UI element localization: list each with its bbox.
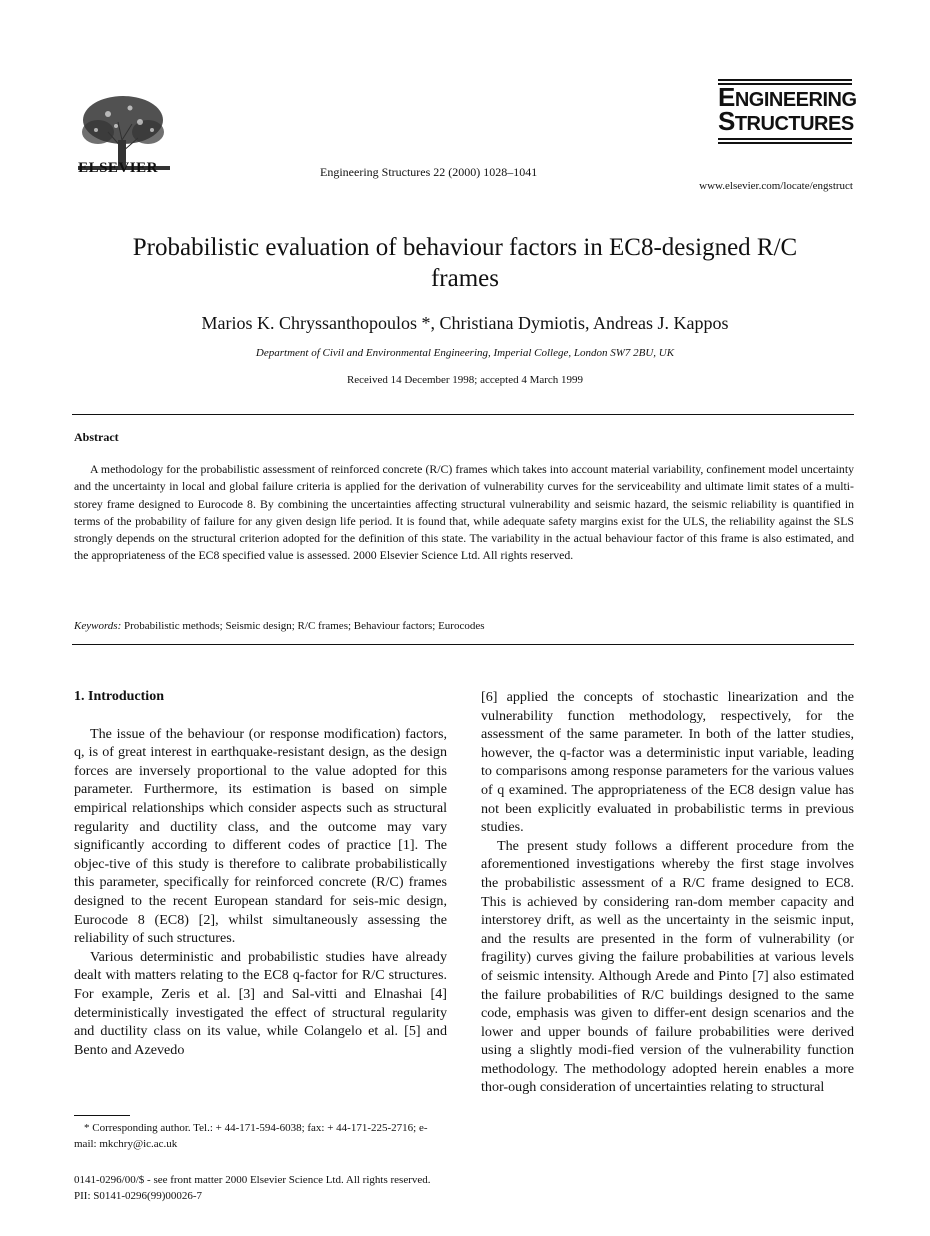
abstract-body: A methodology for the probabilistic assessment of reinforced concrete (R/C) frames which takes into account material variability, confinement model uncertainty and the uncertainty in local and global failure criteria is applied for the derivation of vulnerability curves for the serviceability and ultimate limit states of a multi-storey frame designed to Eurocode 8. By combining the uncertainties affecting structural vulnerability and seismic hazard, the seismic reliability is quantified in terms of the probability of failure for any given design life period. It is found that, while adequate safety margins exist for the ULS, the reliability against the SLS strongly depends on the structural criterion adopted for the definition of this state. The variability in the actual behaviour factor of this frame is also estimated, and the appropriateness of the EC8 specified value is assessed. 2000 Elsevier Science Ltd. All rights reserved.: [74, 462, 854, 563]
paragraph: The present study follows a different procedure from the aforementioned investigations whereby the first stage involves the probabilistic assessment of a R/C frame designed to EC8. This is achieved by considering ran-dom member capacity and interstorey drift, as well as the uncertainty in the seismic input, and the results are presented in the form of vulnerability (or fragility) curves giving the failure probabilities at various levels of seismic intensity. Although Arede and Pinto [7] also estimated the failure probabilities of R/C buildings designed to the same code, emphasis was given to differ-ent design scenarios and the lower and upper bounds of failure probabilities were derived using a slightly modi-fied version of the vulnerability function methodology. The methodology adopted herein enables a more thor-ough consideration of uncertainties relating to structural: [481, 837, 854, 1096]
journal-logo-line2: STRUCTURES: [718, 106, 854, 136]
received-date: Received 14 December 1998; accepted 4 March 1999: [346, 374, 584, 386]
copyright-info: 0141-0296/00/$ - see front matter 2000 Elsevier Science Ltd. All rights reserved. PII: S0141-0296(99)00026-7: [74, 1174, 431, 1202]
section-heading: 1. Introduction: [74, 689, 164, 704]
publisher-name: ELSEVIER: [78, 160, 158, 176]
footnote: * Corresponding author. Tel.: + 44-171-594-6038; fax: + 44-171-225-2716; e-mail: mkchry@ic.ac.uk: [74, 1122, 428, 1150]
abstract-divider: [72, 644, 854, 645]
paragraph: Various deterministic and probabilistic studies have already dealt with matters relating to the EC8 q-factor for R/C structures. For example, Zeris et al. [3] and Sal-vitti and Elnashai [4] deterministically investigated the effect of structural regularity and ductility class on its value, while Colangelo et al. [5] and Bento and Azevedo: [74, 948, 447, 1058]
journal-logo: [718, 79, 857, 146]
journal-url[interactable]: www.elsevier.com/locate/engstruct: [699, 180, 853, 192]
journal-reference: Engineering Structures 22 (2000) 1028–1041: [320, 165, 538, 179]
journal-logo-line1: ENGINEERING: [718, 82, 857, 112]
paragraph: The issue of the behaviour (or response modification) factors, q, is of great interest in earthquake-resistant design, as the design forces are inversely proportional to the value adopted for this parameter. Furthermore, its estimation is based on simple empirical relationships which consider aspects such as structural regularity and ductility class, and the outcome may vary significantly according to different codes of practice [1]. The objec-tive of this study is therefore to calibrate probabilistically this parameter, specifically for reinforced concrete (R/C) frames designed to the recent European standard for seis-mic design, Eurocode 8 (EC8) [2], whilst simultaneously assessing the reliability of such structures.: [74, 725, 447, 947]
abstract-heading: Abstract: [74, 430, 119, 444]
affiliation: Department of Civil and Environmental Engineering, Imperial College, London SW7 2BU, UK: [255, 347, 675, 359]
keywords: Keywords: Probabilistic methods; Seismic design; R/C frames; Behaviour factors; Eurocodes: [74, 620, 485, 632]
right-column: [481, 688, 854, 1097]
article-title: Probabilistic evaluation of behaviour factors in EC8-designed R/C frames: [132, 234, 798, 292]
footnote-rule: [74, 1115, 130, 1116]
paragraph: [6] applied the concepts of stochastic linearization and the vulnerability function methodology, respectively, for the assessment of the same parameter. In both of the latter studies, however, the q-factor was a deterministic input variable, leading to comparisons among response parameters for the various values of q examined. The appropriateness of the EC8 design value has not been explicitly evaluated in probabilistic terms in previous studies.: [481, 689, 854, 836]
top-divider: [72, 414, 854, 415]
left-column: [74, 688, 447, 1059]
author-list: Marios K. Chryssanthopoulos *, Christiana Dymiotis, Andreas J. Kappos: [201, 313, 729, 333]
